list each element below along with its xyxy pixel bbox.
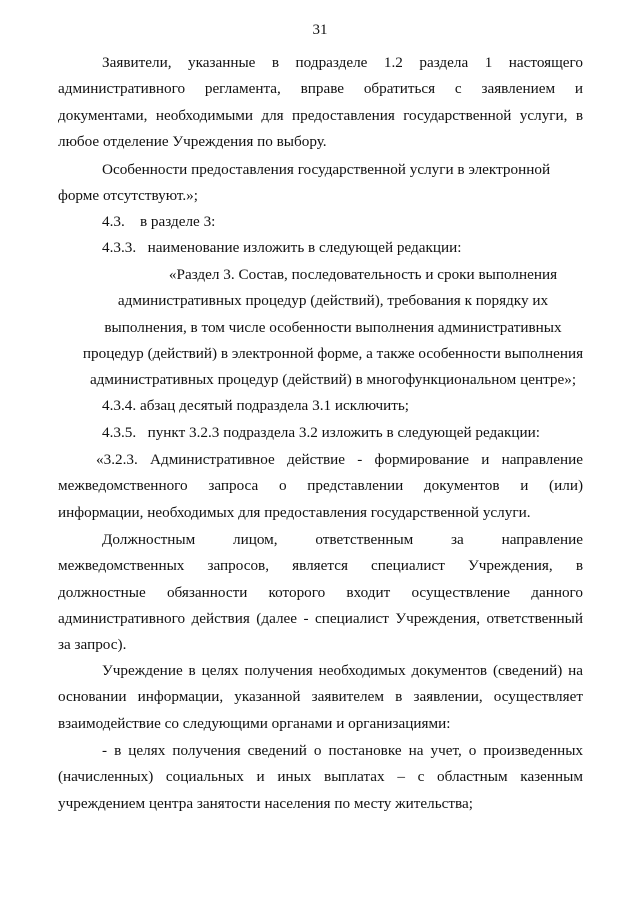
paragraph-responsible-official [58, 527, 583, 658]
text-line: документами, необходимыми для предоставления государственной услуги, в [58, 106, 583, 124]
item-4-3-3 [58, 235, 583, 261]
text-line: 4.3. в разделе 3: [102, 213, 216, 230]
text-line: Особенности предоставления государственной услуги в электронной [102, 161, 551, 178]
text-line: взаимодействие со следующими органами и организациями: [58, 714, 451, 732]
item-4-3-4 [58, 393, 583, 419]
text-line: учреждением центра занятости населения по месту жительства; [58, 794, 473, 812]
text-line: «3.2.3. Административное действие - формирование и направление [96, 451, 583, 468]
text-line: Должностным лицом, ответственным за направление [102, 531, 583, 548]
text-line: любое отделение Учреждения по выбору. [58, 132, 327, 150]
text-line: процедур (действий) в электронной форме, а также особенности выполнения [82, 344, 584, 362]
text-line: межведомственного запроса о представлении документов и (или) [58, 477, 583, 495]
text-line: «Раздел 3. Состав, последовательность и сроки выполнения [168, 266, 558, 283]
text-line: 4.3.3. наименование изложить в следующей редакции: [102, 239, 462, 256]
text-line: административного действия (далее - специалист Учреждения, ответственный [58, 609, 583, 627]
text-line: Учреждение в целях получения необходимых документов (сведений) на [102, 662, 583, 679]
paragraph-applicants [58, 50, 583, 155]
text-line: административных процедур (действий) в многофункциональном центре»; [89, 371, 577, 389]
text-line: основании информации, указанной заявителем в заявлении, осуществляет [58, 688, 583, 706]
text-line: 4.3.4. абзац десятый подраздела 3.1 исключить; [102, 397, 410, 414]
text-line: Заявители, указанные в подразделе 1.2 раздела 1 настоящего [102, 54, 583, 71]
item-4-3 [58, 209, 583, 235]
text-line: межведомственных запросов, является специалист Учреждения, в [58, 557, 583, 575]
text-line: 4.3.5. пункт 3.2.3 подраздела 3.2 изложить в следующей редакции: [102, 424, 540, 441]
page-number: 31 [312, 22, 328, 38]
item-4-3-5 [58, 420, 583, 446]
paragraph-electronic-form [58, 157, 583, 210]
list-item-employment-center [58, 738, 583, 817]
text-line: должностные обязанности которого входит осуществление данного [58, 583, 583, 601]
section-3-title [58, 262, 608, 393]
text-line: административных процедур (действий), требования к порядку их [117, 292, 549, 310]
text-line: за запрос). [58, 636, 127, 654]
text-line: форме отсутствуют.»; [58, 187, 198, 205]
text-line: - в целях получения сведений о постановке на учет, о произведенных [102, 742, 583, 759]
text-line: выполнения, в том числе особенности выполнения административных [104, 318, 562, 336]
paragraph-institution-interaction [58, 658, 583, 737]
text-line: информации, необходимых для предоставления государственной услуги. [58, 503, 531, 521]
paragraph-3-2-3 [58, 447, 583, 526]
text-line: (начисленных) социальных и иных выплатах – с областным казенным [58, 768, 583, 786]
text-line: административного регламента, вправе обратиться с заявлением и [58, 80, 583, 98]
